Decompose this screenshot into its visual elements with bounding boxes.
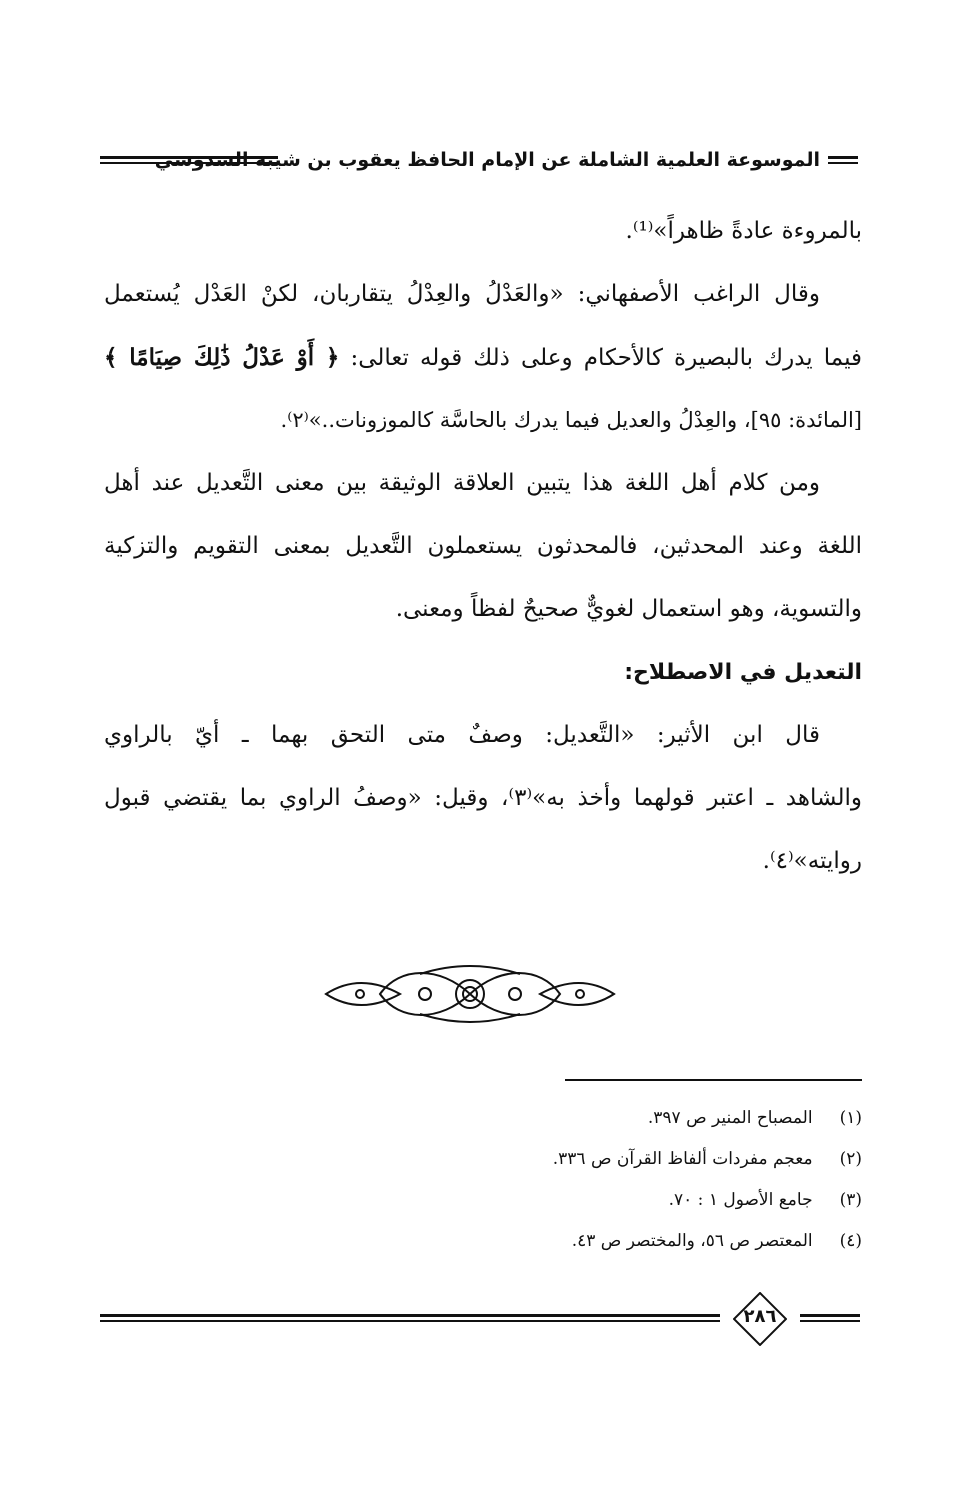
footnote-number: (٢) (839, 1149, 862, 1169)
paragraph-text: فيما يدرك بالبصيرة كالأحكام وعلى ذلك قوله تعالى: (350, 345, 863, 371)
paragraph-line: [المائدة: ٩٥]، والعِدْلُ والعديل فيما يدرك بالحاسَّة كالموزونات..»⁽٢⁾. (280, 408, 862, 432)
running-header (100, 148, 858, 178)
footnote-number: (١) (839, 1108, 862, 1128)
section-heading: التعديل في الاصطلاح: (624, 660, 862, 685)
quran-verse: ﴿ أَوْ عَدْلُ ذَٰلِكَ صِيَامًا ﴾ (104, 344, 340, 371)
footnote (342, 1180, 862, 1221)
page-number: ٢٨٦ (743, 1306, 777, 1327)
footnotes (342, 1098, 862, 1262)
decorative-ornament (320, 962, 620, 1026)
footnote-text: معجم مفردات ألفاظ القرآن ص ٣٣٦. (552, 1149, 813, 1169)
footnote-text: جامع الأصول ١ : ٧٠. (668, 1190, 813, 1210)
footer-rule-left (100, 1314, 720, 1322)
page-number-badge (733, 1292, 787, 1346)
paragraph-line-quran (104, 326, 862, 389)
paragraph-line: والشاهد ـ اعتبر قولهما وأخذ به»⁽٣⁾، وقيل: «وصفُ الراوي بما يقتضي قبول (104, 785, 862, 811)
paragraph-line: وقال الراغب الأصفهاني: «والعَدْلُ والعِدْلُ يتقاربان، لكنْ العَدْل يُستعمل (104, 281, 820, 307)
footnote-text: المعتصر ص ٥٦، والمختصر ص ٤٣. (571, 1231, 813, 1251)
paragraph-line: ومن كلام أهل اللغة هذا يتبين العلاقة الوثيقة بين معنى التَّعديل عند أهل (104, 470, 820, 496)
footnote-number: (٣) (839, 1190, 862, 1210)
paragraph-line: قال ابن الأثير: «التَّعديل: وصفٌ متى التحق بهما ـ أيّ بالراوي (104, 722, 820, 748)
page-footer (100, 1292, 860, 1362)
footnote-number: (٤) (839, 1231, 862, 1251)
footer-rule-right (800, 1314, 860, 1322)
footnote (342, 1098, 862, 1139)
footnote-text: المصباح المنير ص ٣٩٧. (647, 1108, 813, 1128)
paragraph-line: اللغة وعند المحدثين، فالمحدثون يستعملون التَّعديل بمعنى التقويم والتزكية (104, 533, 862, 559)
body-text (104, 200, 862, 893)
header-rule-right (828, 156, 858, 164)
header-title: الموسوعة العلمية الشاملة عن الإمام الحافظ يعقوب بن شيبة السدوسي (154, 149, 820, 171)
footnote (342, 1221, 862, 1262)
paragraph-line: والتسوية، وهو استعمال لغويٌّ صحيحٌ لفظاً ومعنى. (395, 596, 862, 622)
footnote-divider (565, 1079, 862, 1081)
paragraph-line: روايته»⁽٤⁾. (762, 848, 862, 874)
paragraph-line: بالمروءة عادةً ظاهراً»⁽¹⁾. (625, 218, 862, 244)
footnote (342, 1139, 862, 1180)
